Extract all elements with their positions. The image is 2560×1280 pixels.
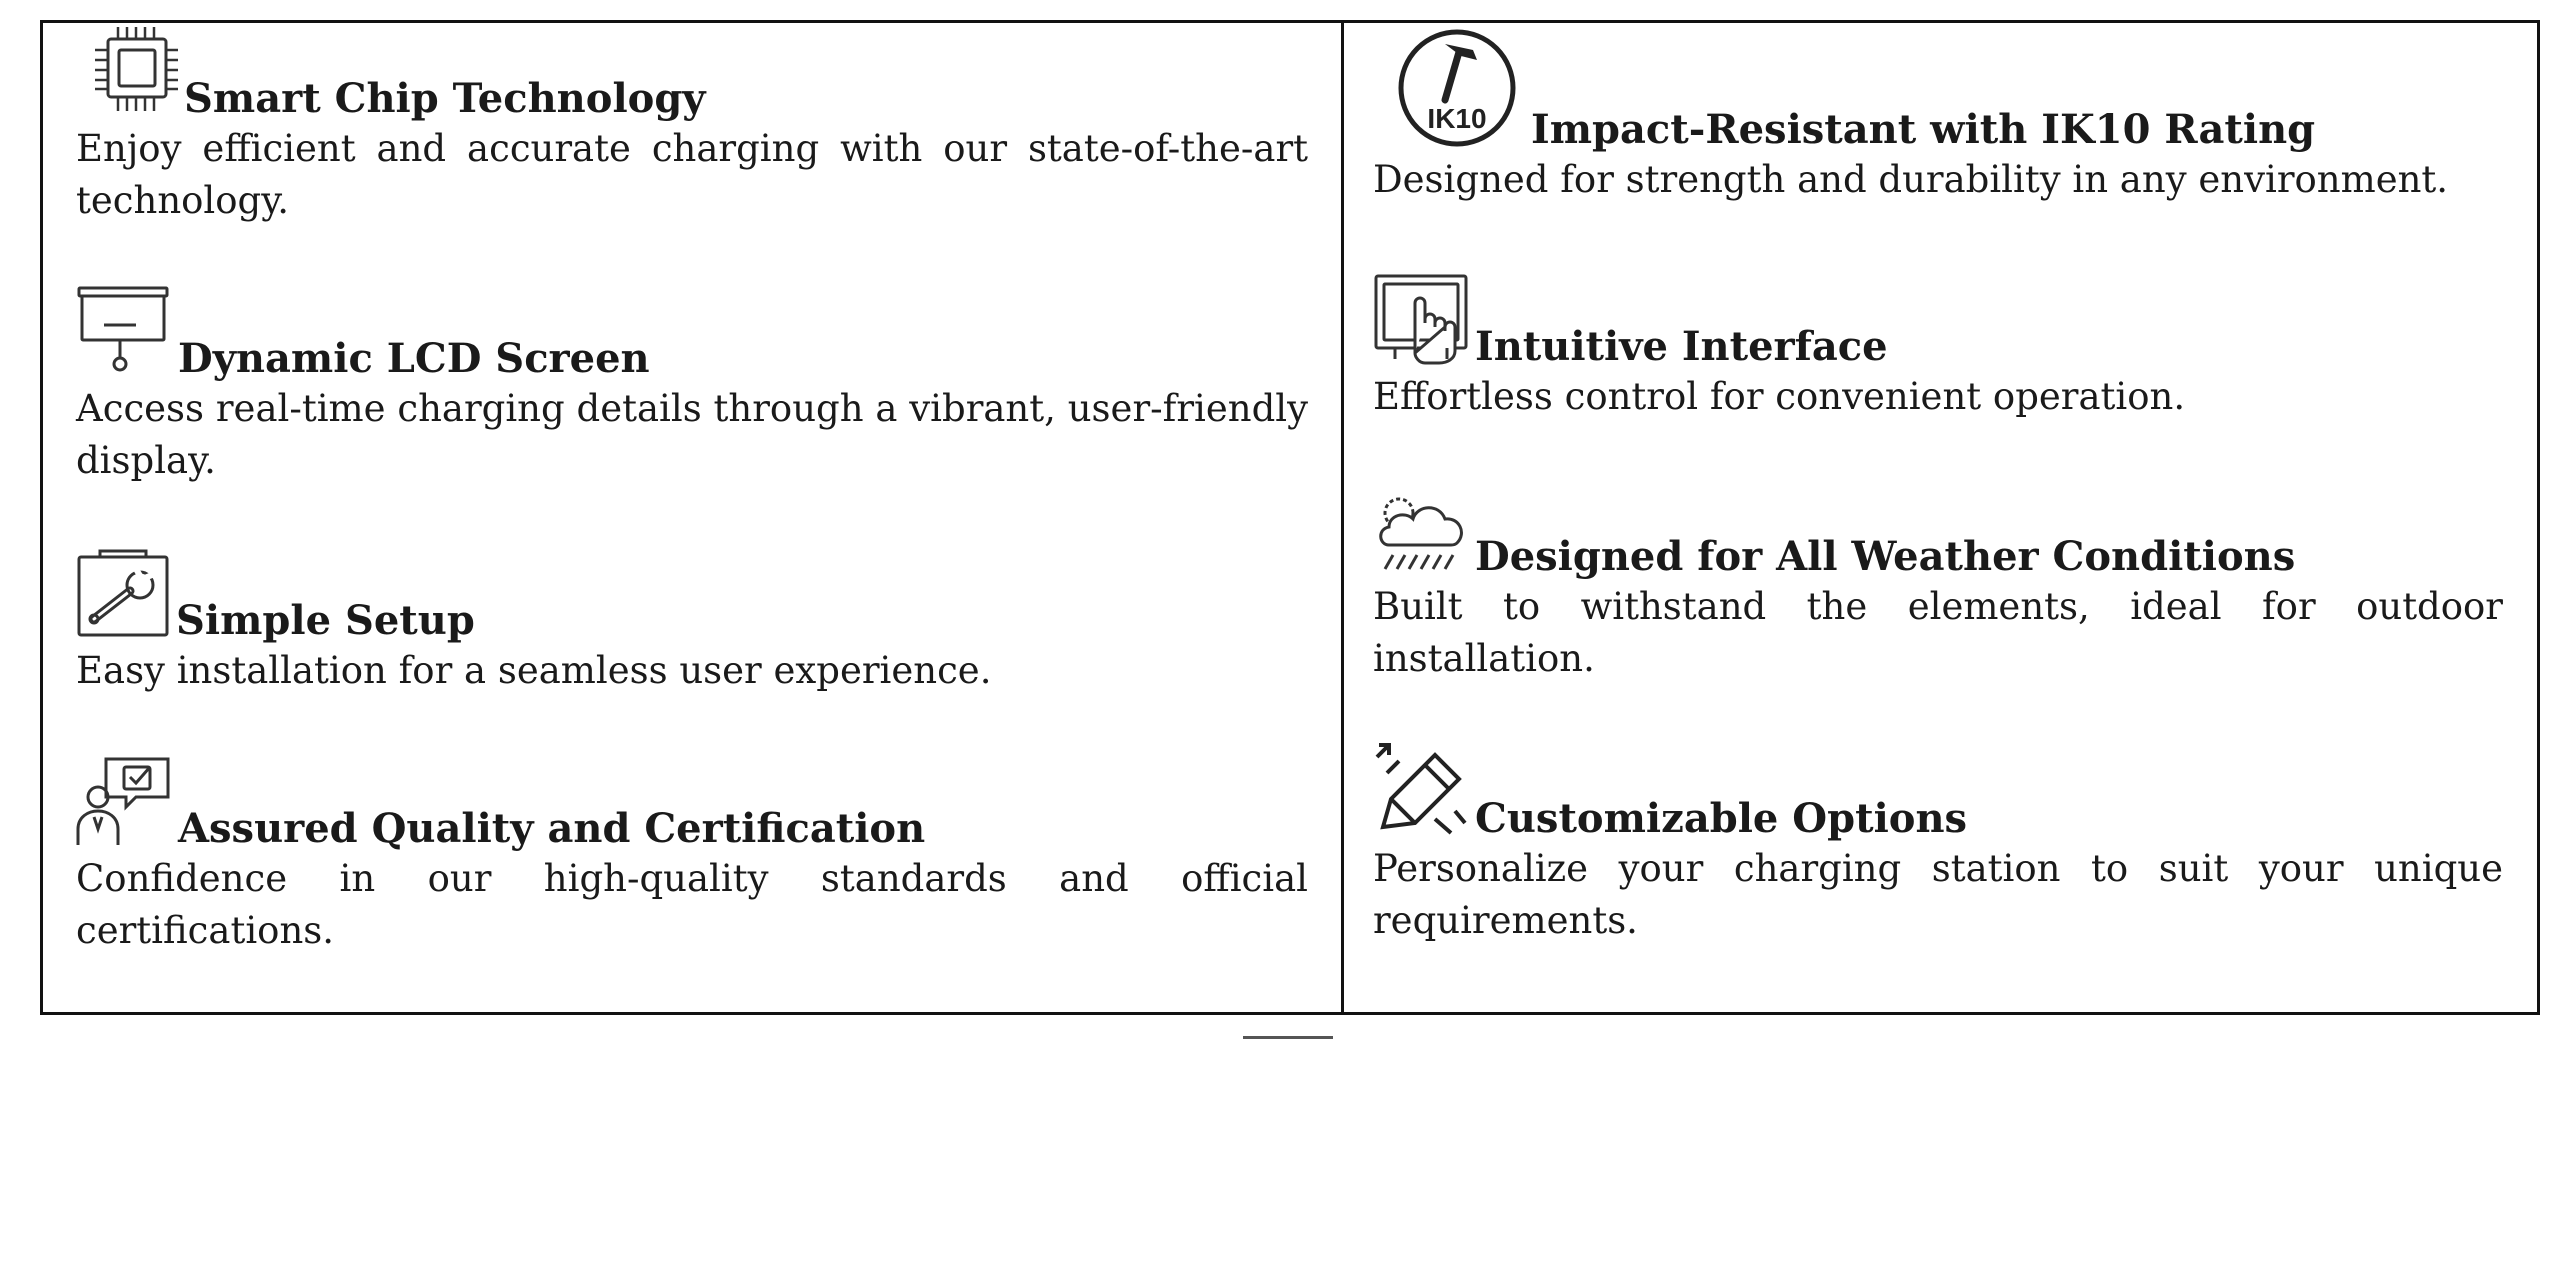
- feature-title: Customizable Options: [1475, 795, 1968, 842]
- feature-impact-resistant: [1373, 28, 2503, 206]
- features-column-right: [1344, 23, 2537, 1012]
- feature-all-weather: [1373, 483, 2503, 685]
- touch-screen-icon: [1373, 273, 1469, 365]
- feature-description: Built to withstand the elements, ideal for outdoor installation.: [1373, 585, 2503, 680]
- feature-header: [76, 285, 1308, 382]
- feature-header: [1373, 273, 2503, 370]
- ik10-hammer-icon: [1397, 28, 1517, 148]
- lcd-screen-icon: [76, 285, 170, 377]
- feature-description: Easy installation for a seamless user experience.: [76, 649, 992, 692]
- weather-icon: [1373, 483, 1469, 575]
- feature-smart-chip: [76, 25, 1308, 227]
- feature-title: Intuitive Interface: [1475, 323, 1888, 370]
- feature-description: Enjoy efficient and accurate charging with our state-of-the-art technology.: [76, 127, 1308, 222]
- certified-person-icon: [76, 755, 172, 847]
- feature-intuitive-interface: [1373, 273, 2503, 423]
- feature-customizable: [1373, 741, 2503, 947]
- feature-title: Impact-Resistant with IK10 Rating: [1531, 106, 2316, 153]
- feature-title: Simple Setup: [176, 597, 475, 644]
- feature-simple-setup: [76, 547, 1308, 697]
- page-divider-mark: [1243, 1036, 1333, 1039]
- feature-lcd-screen: [76, 285, 1308, 487]
- feature-header: [76, 547, 1308, 644]
- toolbox-wrench-icon: [76, 547, 170, 639]
- feature-header: [76, 755, 1308, 852]
- feature-description: Confidence in our high-quality standards and official certifications.: [76, 857, 1308, 952]
- feature-title: Smart Chip Technology: [184, 75, 706, 122]
- feature-title: Dynamic LCD Screen: [178, 335, 650, 382]
- pencil-edit-icon: [1373, 741, 1469, 837]
- feature-description: Effortless control for convenient operation.: [1373, 375, 2186, 418]
- feature-title: Assured Quality and Certification: [178, 805, 926, 852]
- feature-title: Designed for All Weather Conditions: [1475, 533, 2296, 580]
- feature-header: [76, 25, 1308, 122]
- chip-icon: [92, 25, 180, 117]
- feature-description: Access real-time charging details through a vibrant, user-friendly display.: [76, 387, 1308, 482]
- features-table: [40, 20, 2540, 1015]
- ik10-label: IK10: [1427, 103, 1487, 134]
- feature-quality-certification: [76, 755, 1308, 957]
- features-column-left: [43, 23, 1344, 1012]
- feature-header: [1373, 483, 2503, 580]
- feature-description: Designed for strength and durability in any environment.: [1373, 158, 2449, 201]
- feature-header: [1373, 741, 2503, 842]
- feature-description: Personalize your charging station to suit your unique requirements.: [1373, 847, 2503, 942]
- feature-header: [1373, 28, 2503, 153]
